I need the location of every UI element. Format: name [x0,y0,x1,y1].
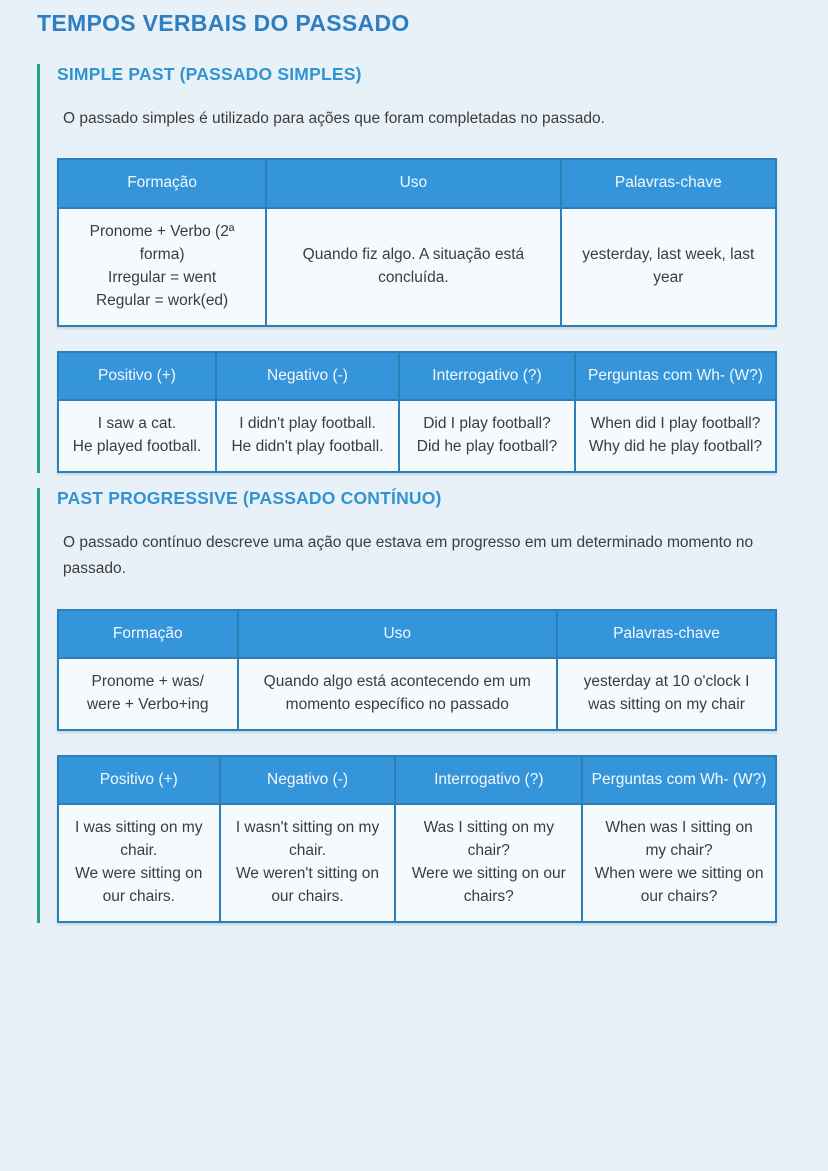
cell-line: Were we sitting on our chairs? [411,865,566,906]
table-row [58,804,776,922]
column-header-formacao: Formação [58,159,266,207]
table-cell-negativo [216,400,399,472]
table-cell-perguntas-wh [582,804,776,922]
section-description-simple-past: O passado simples é utilizado para ações que foram completadas no passado. [63,110,605,127]
cell-line: We were sitting on our chairs. [75,865,203,906]
cell-line: When was I sitting on my chair? [605,819,753,860]
cell-line: yesterday, last week, last year [582,245,755,286]
cell-line: Pronome + was/ [91,673,204,691]
table-cell-positivo [58,804,220,922]
table-cell-formacao [58,208,266,326]
column-header-palavras-chave: Palavras-chave [561,159,776,207]
column-header-interrogativo: Interrogativo (?) [399,352,575,400]
cell-line: Quando algo está acontecendo em um momento específico no passado [263,673,531,713]
section-heading-simple-past: SIMPLE PAST (PASSADO SIMPLES) [57,64,362,84]
cell-line: Did he play football? [416,437,558,455]
cell-line: He played football. [72,437,202,455]
column-header-interrogativo: Interrogativo (?) [395,756,582,804]
table-header-row [58,610,776,658]
cell-line: yesterday at 10 o'clock I was sitting on my chair [583,673,750,713]
column-header-perguntas-wh: Perguntas com Wh- (W?) [582,756,776,804]
cell-line: Irregular = went [108,268,217,286]
table-row [58,658,776,730]
cell-line: When were we sitting on our chairs? [594,865,764,906]
table-cell-palavras-chave [557,658,776,730]
cell-line: Pronome + Verbo (2ª forma) [89,222,235,263]
table-row [58,208,776,326]
column-header-positivo: Positivo (+) [58,756,220,804]
table-cell-uso [266,208,560,326]
cell-line: I didn't play football. [239,415,376,433]
table-cell-formacao [58,658,238,730]
table-cell-interrogativo [399,400,575,472]
table-row [58,400,776,472]
table-header-row [58,352,776,400]
section-past-progressive [37,488,780,923]
column-header-uso: Uso [266,159,560,207]
table-header-row [58,756,776,804]
cell-line: When did I play football? [590,415,761,433]
cell-line: Regular = work(ed) [95,291,229,309]
section-simple-past [37,64,780,473]
table-cell-negativo [220,804,396,922]
column-header-palavras-chave: Palavras-chave [557,610,776,658]
table-cell-uso [238,658,558,730]
section-description-past-progressive: O passado contínuo descreve uma ação que estava em progresso em um determinado momento no passado. [63,533,754,578]
past-progressive-examples-table [57,755,777,923]
cell-line: Why did he play football? [588,437,763,455]
cell-line: I was sitting on my chair. [75,819,203,860]
cell-line: Did I play football? [423,415,551,433]
table-cell-interrogativo [395,804,582,922]
table-cell-palavras-chave [561,208,776,326]
cell-line: He didn't play football. [231,437,384,455]
past-progressive-formation-table [57,609,777,731]
simple-past-formation-table [57,158,777,326]
column-header-perguntas-wh: Perguntas com Wh- (W?) [575,352,776,400]
cell-line: We weren't sitting on our chairs. [235,865,380,906]
column-header-negativo: Negativo (-) [216,352,399,400]
cell-line: were + Verbo+ing [86,696,209,713]
cell-line: Quando fiz algo. A situação está concluída. [302,245,525,286]
table-cell-positivo [58,400,216,472]
table-header-row [58,159,776,207]
simple-past-examples-table [57,351,777,473]
table-cell-perguntas-wh [575,400,776,472]
column-header-positivo: Positivo (+) [58,352,216,400]
cell-line: Was I sitting on my chair? [423,819,554,860]
section-heading-past-progressive: PAST PROGRESSIVE (PASSADO CONTÍNUO) [57,487,442,508]
page-title: TEMPOS VERBAIS DO PASSADO [37,10,410,36]
column-header-negativo: Negativo (-) [220,756,396,804]
column-header-uso: Uso [238,610,558,658]
cell-line: I saw a cat. [97,415,177,433]
cell-line: I wasn't sitting on my chair. [235,819,380,860]
column-header-formacao: Formação [58,610,238,658]
